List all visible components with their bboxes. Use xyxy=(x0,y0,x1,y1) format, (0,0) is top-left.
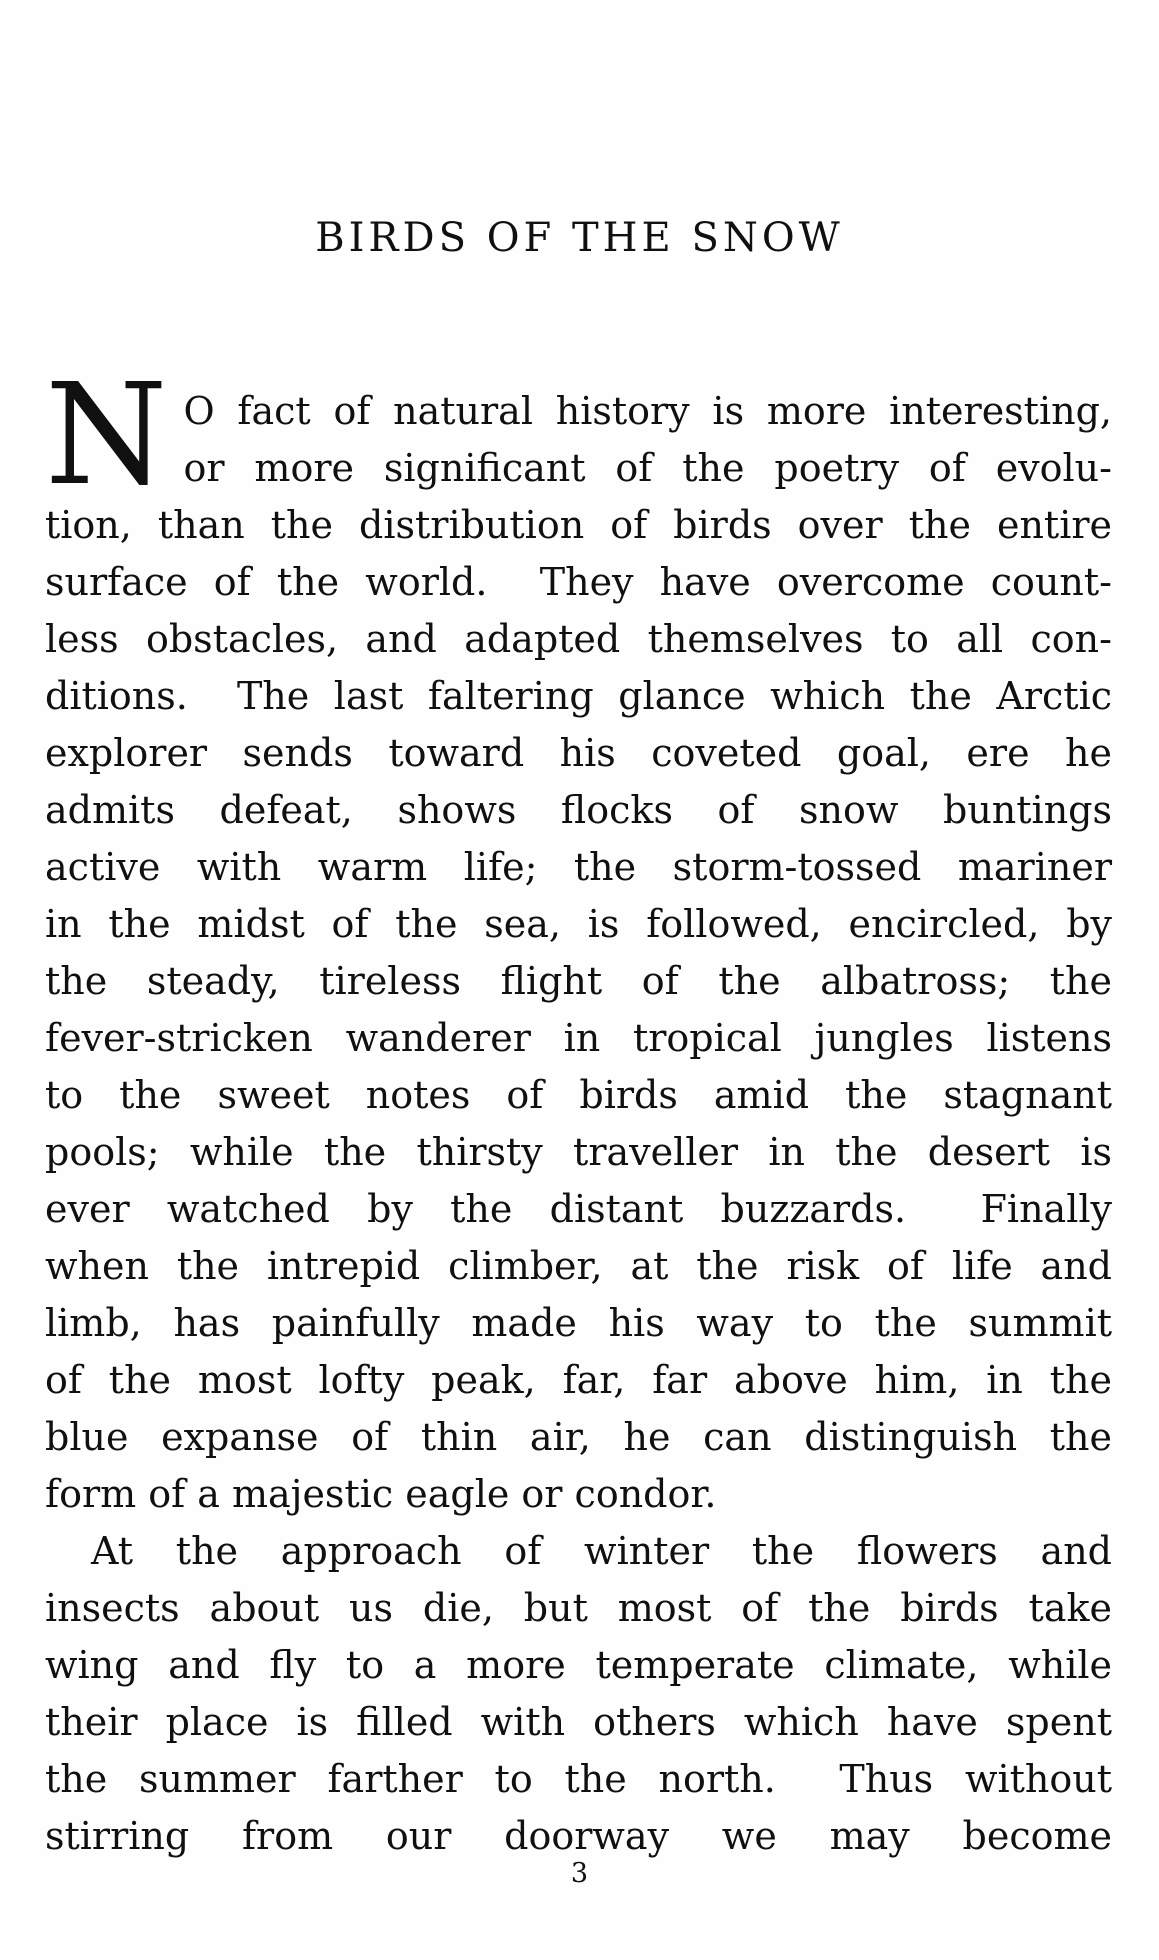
text-line: blue expanse of thin air, he can distinguish the xyxy=(45,1415,1112,1459)
body-text xyxy=(45,354,1112,1865)
text-line: active with warm life; the storm-tossed mariner xyxy=(45,845,1112,889)
chapter-title: BIRDS OF THE SNOW xyxy=(315,215,844,261)
text-line: ever watched by the distant buzzards. Finally xyxy=(45,1187,1112,1231)
text-line: tion, than the distribution of birds over the entire xyxy=(45,503,1112,547)
paragraph xyxy=(45,354,1112,1523)
text-line: their place is filled with others which have spent xyxy=(45,1700,1112,1744)
text-line: pools; while the thirsty traveller in the desert is xyxy=(45,1130,1112,1174)
text-line: limb, has painfully made his way to the summit xyxy=(45,1301,1112,1345)
text-line: explorer sends toward his coveted goal, ere he xyxy=(45,731,1112,775)
dropcap-letter: N xyxy=(45,354,168,517)
text-line: fever-stricken wanderer in tropical jungles listens xyxy=(45,1016,1112,1060)
text-line: the steady, tireless flight of the albatross; the xyxy=(45,959,1112,1003)
paragraph xyxy=(45,1523,1112,1865)
text-line: surface of the world. They have overcome count- xyxy=(45,560,1112,604)
text-line: admits defeat, shows flocks of snow buntings xyxy=(45,788,1112,832)
text-line: insects about us die, but most of the birds take xyxy=(45,1586,1112,1630)
text-line: wing and fly to a more temperate climate, while xyxy=(45,1643,1112,1687)
text-line: stirring from our doorway we may become xyxy=(45,1814,1112,1858)
text-line: or more significant of the poetry of evolu- xyxy=(183,446,1112,490)
text-line: O fact of natural history is more interesting, xyxy=(183,389,1112,433)
text-line: less obstacles, and adapted themselves to all con- xyxy=(45,617,1112,661)
text-line: At the approach of winter the flowers and xyxy=(91,1529,1112,1573)
text-line: form of a majestic eagle or condor. xyxy=(45,1472,717,1516)
text-line: in the midst of the sea, is followed, encircled, by xyxy=(45,902,1112,946)
page-number: 3 xyxy=(570,1858,589,1889)
text-line: to the sweet notes of birds amid the stagnant xyxy=(45,1073,1112,1117)
text-line: the summer farther to the north. Thus without xyxy=(45,1757,1112,1801)
text-line: of the most lofty peak, far, far above him, in the xyxy=(45,1358,1112,1402)
text-line: ditions. The last faltering glance which the Arctic xyxy=(45,674,1112,718)
text-line: when the intrepid climber, at the risk of life and xyxy=(45,1244,1112,1288)
